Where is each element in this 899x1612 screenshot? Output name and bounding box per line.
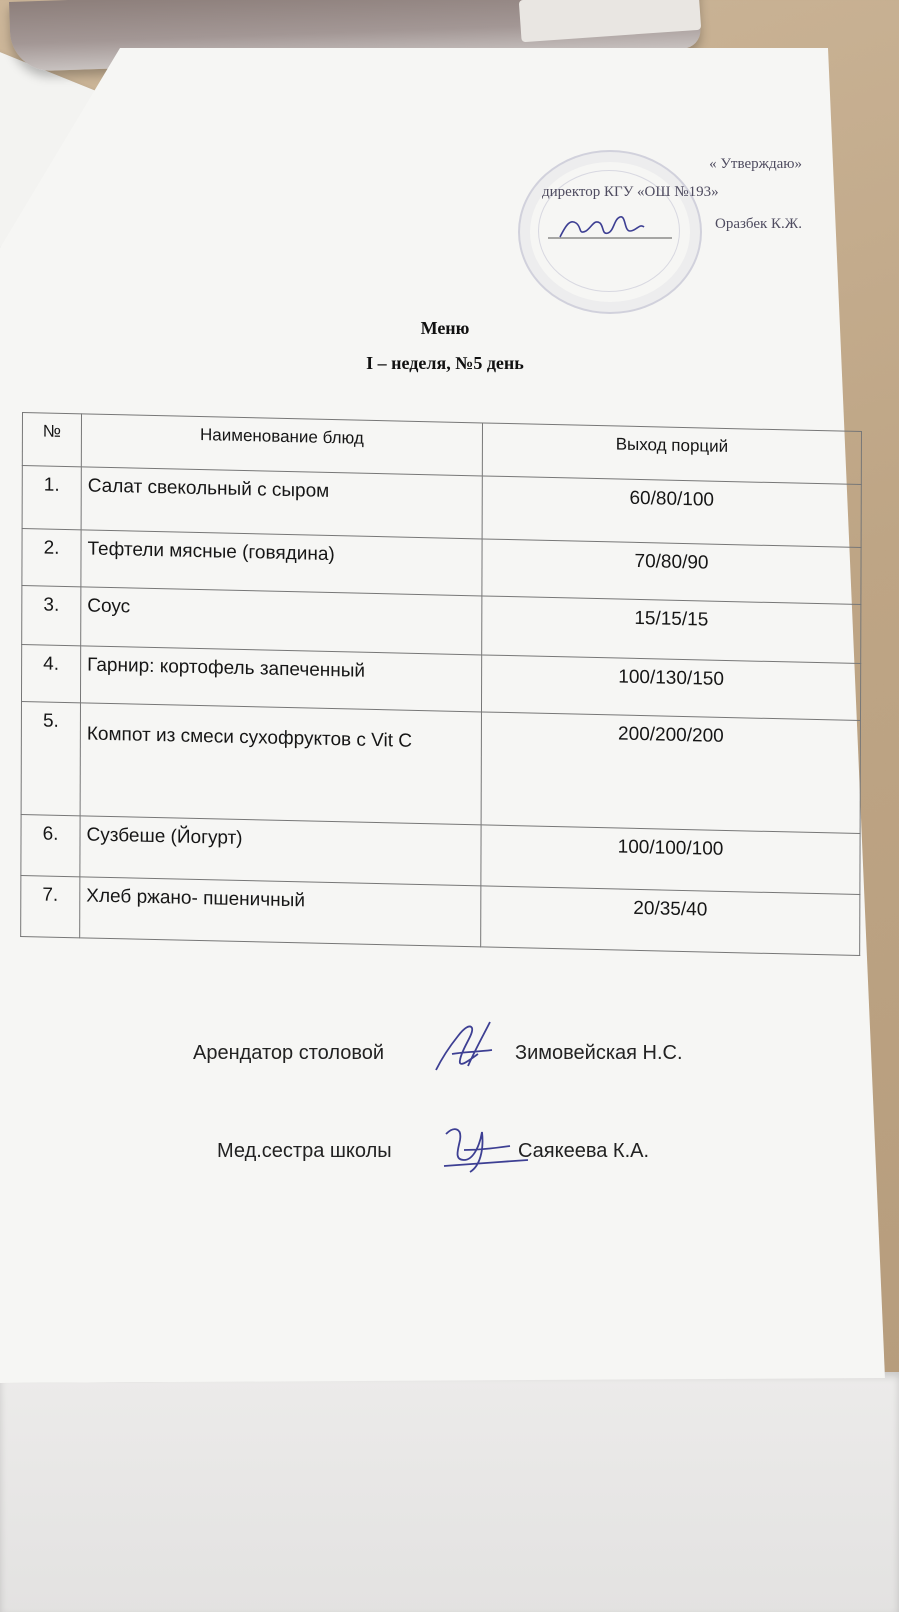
menu-table bbox=[20, 412, 862, 956]
table-row bbox=[21, 701, 860, 833]
signature-line-canteen bbox=[0, 1040, 899, 1090]
portion-yield: 70/80/90 bbox=[482, 539, 861, 605]
row-number: 4. bbox=[21, 644, 80, 702]
signer-role: Арендатор столовой bbox=[193, 1042, 385, 1064]
signature-line-nurse bbox=[0, 1138, 899, 1188]
portion-yield: 200/200/200 bbox=[481, 712, 860, 834]
approval-position: директор КГУ «ОШ №193» bbox=[542, 184, 719, 200]
document-title: Меню bbox=[420, 318, 470, 338]
nurse-signature bbox=[440, 1120, 530, 1180]
background-sheet-bottom bbox=[0, 1372, 899, 1612]
row-number: 7. bbox=[21, 875, 80, 937]
canteen-signature bbox=[432, 1018, 502, 1078]
dish-name: Салат свекольный с сыром bbox=[81, 467, 482, 539]
document-subtitle: I – неделя, №5 день bbox=[366, 353, 524, 373]
header-number: № bbox=[22, 413, 81, 467]
dish-name: Гарнир: кортофель запеченный bbox=[80, 646, 481, 712]
dish-name: Соус bbox=[81, 587, 482, 655]
director-signature bbox=[548, 205, 672, 251]
row-number: 6. bbox=[21, 814, 80, 876]
signer-role: Мед.сестра школы bbox=[217, 1140, 392, 1162]
portion-yield: 20/35/40 bbox=[481, 886, 860, 956]
approval-heading: « Утверждаю» bbox=[709, 156, 802, 172]
header-dish-name: Наименование блюд bbox=[81, 414, 482, 476]
portion-yield: 60/80/100 bbox=[482, 476, 861, 548]
portion-yield: 100/130/150 bbox=[481, 655, 860, 721]
row-number: 3. bbox=[22, 585, 81, 645]
portion-yield: 15/15/15 bbox=[482, 596, 861, 664]
dish-name: Сузбеше (Йогурт) bbox=[80, 816, 481, 886]
row-number: 2. bbox=[22, 529, 81, 587]
header-portion-yield: Выход порций bbox=[482, 423, 861, 485]
signer-name: Зимовейская Н.С. bbox=[515, 1042, 683, 1064]
dish-name: Тефтели мясные (говядина) bbox=[81, 530, 482, 596]
approval-director-name: Оразбек К.Ж. bbox=[715, 216, 802, 232]
row-number: 1. bbox=[22, 466, 81, 530]
row-number: 5. bbox=[21, 701, 80, 815]
dish-name: Компот из смеси сухофруктов с Vit C bbox=[80, 703, 481, 825]
signer-name: Саякеева К.А. bbox=[518, 1140, 650, 1162]
portion-yield: 100/100/100 bbox=[481, 825, 860, 895]
document-title-block bbox=[280, 318, 610, 374]
dish-name: Хлеб ржано- пшеничный bbox=[80, 877, 481, 947]
